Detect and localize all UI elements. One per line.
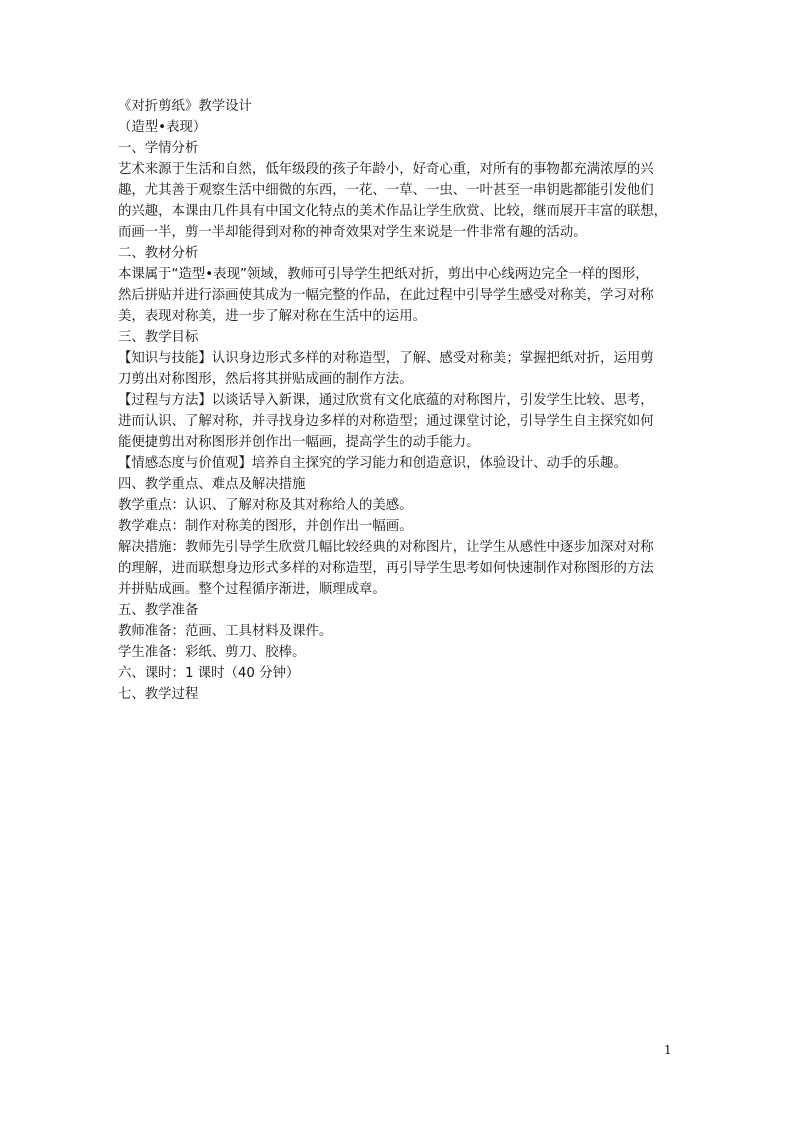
section-heading-learner-analysis: 一、学情分析 — [118, 141, 199, 156]
paragraph-line: 并拼贴成画。整个过程循序渐进，顺理成章。 — [118, 582, 386, 597]
paragraph-line: 【情感态度与价值观】培养自主探究的学习能力和创造意识，体验设计、动手的乐趣。 — [118, 456, 627, 471]
paragraph-line: 能便捷剪出对称图形并创作出一幅画，提高学生的动手能力。 — [118, 435, 480, 450]
section-heading-key-points: 四、教学重点、难点及解决措施 — [118, 477, 306, 492]
paragraph-line: 然后拼贴并进行添画使其成为一幅完整的作品，在此过程中引导学生感受对称美，学习对称 — [118, 288, 654, 303]
section-body-material-analysis — [118, 264, 678, 327]
section-body-key-points — [118, 495, 678, 600]
paragraph-line: 趣，尤其善于观察生活中细微的东西，一花、一草、一虫、一叶甚至一串钥匙都能引发他们 — [118, 183, 654, 198]
paragraph-line: 的理解，进而联想身边形式多样的对称造型，再引导学生思考如何快速制作对称图形的方法 — [118, 561, 654, 576]
section-heading-class-hours: 六、课时：1 课时（40 分钟） — [118, 666, 300, 681]
paragraph-line: 教学重点：认识、了解对称及其对称给人的美感。 — [118, 498, 413, 513]
paragraph-line: 美，表现对称美，进一步了解对称在生活中的运用。 — [118, 309, 426, 324]
paragraph-line: 【过程与方法】以谈话导入新课，通过欣赏有文化底蕴的对称图片，引发学生比较、思考， — [118, 393, 654, 408]
section-heading-teaching-goals: 三、教学目标 — [118, 330, 199, 345]
section-heading-teaching-process: 七、教学过程 — [118, 687, 199, 702]
paragraph-line: 教学难点：制作对称美的图形，并创作出一幅画。 — [118, 519, 413, 534]
document-subtitle: （造型•表现） — [118, 120, 207, 135]
paragraph-line: 解决措施：教师先引导学生欣赏几幅比较经典的对称图片，让学生从感性中逐步加深对对称 — [118, 540, 654, 555]
section-body-learner-analysis — [118, 159, 678, 243]
paragraph-line: 教师准备：范画、工具材料及课件。 — [118, 624, 333, 639]
paragraph-line: 进而认识、了解对称，并寻找身边多样的对称造型；通过课堂讨论，引导学生自主探究如何 — [118, 414, 654, 429]
section-heading-material-analysis: 二、教材分析 — [118, 246, 199, 261]
document-title: 《对折剪纸》教学设计 — [118, 99, 252, 114]
paragraph-line: 的兴趣，本课由几件具有中国文化特点的美术作品让学生欣赏、比较，继而展开丰富的联想， — [118, 204, 668, 219]
paragraph-line: 刀剪出对称图形，然后将其拼贴成画的制作方法。 — [118, 372, 413, 387]
section-heading-preparation: 五、教学准备 — [118, 603, 199, 618]
paragraph-line: 学生准备：彩纸、剪刀、胶棒。 — [118, 645, 306, 660]
page-number: 1 — [664, 1043, 672, 1057]
paragraph-line: 艺术来源于生活和自然，低年级段的孩子年龄小，好奇心重，对所有的事物都充满浓厚的兴 — [118, 162, 654, 177]
paragraph-line: 本课属于“造型•表现”领域，教师可引导学生把纸对折，剪出中心线两边完全一样的图形， — [118, 267, 649, 282]
document-body — [118, 96, 678, 705]
paragraph-line: 而画一半，剪一半却能得到对称的神奇效果对学生来说是一件非常有趣的活动。 — [118, 225, 587, 240]
section-body-preparation — [118, 621, 678, 663]
section-body-teaching-goals — [118, 348, 678, 474]
paragraph-line: 【知识与技能】认识身边形式多样的对称造型，了解、感受对称美；掌握把纸对折，运用剪 — [118, 351, 654, 366]
